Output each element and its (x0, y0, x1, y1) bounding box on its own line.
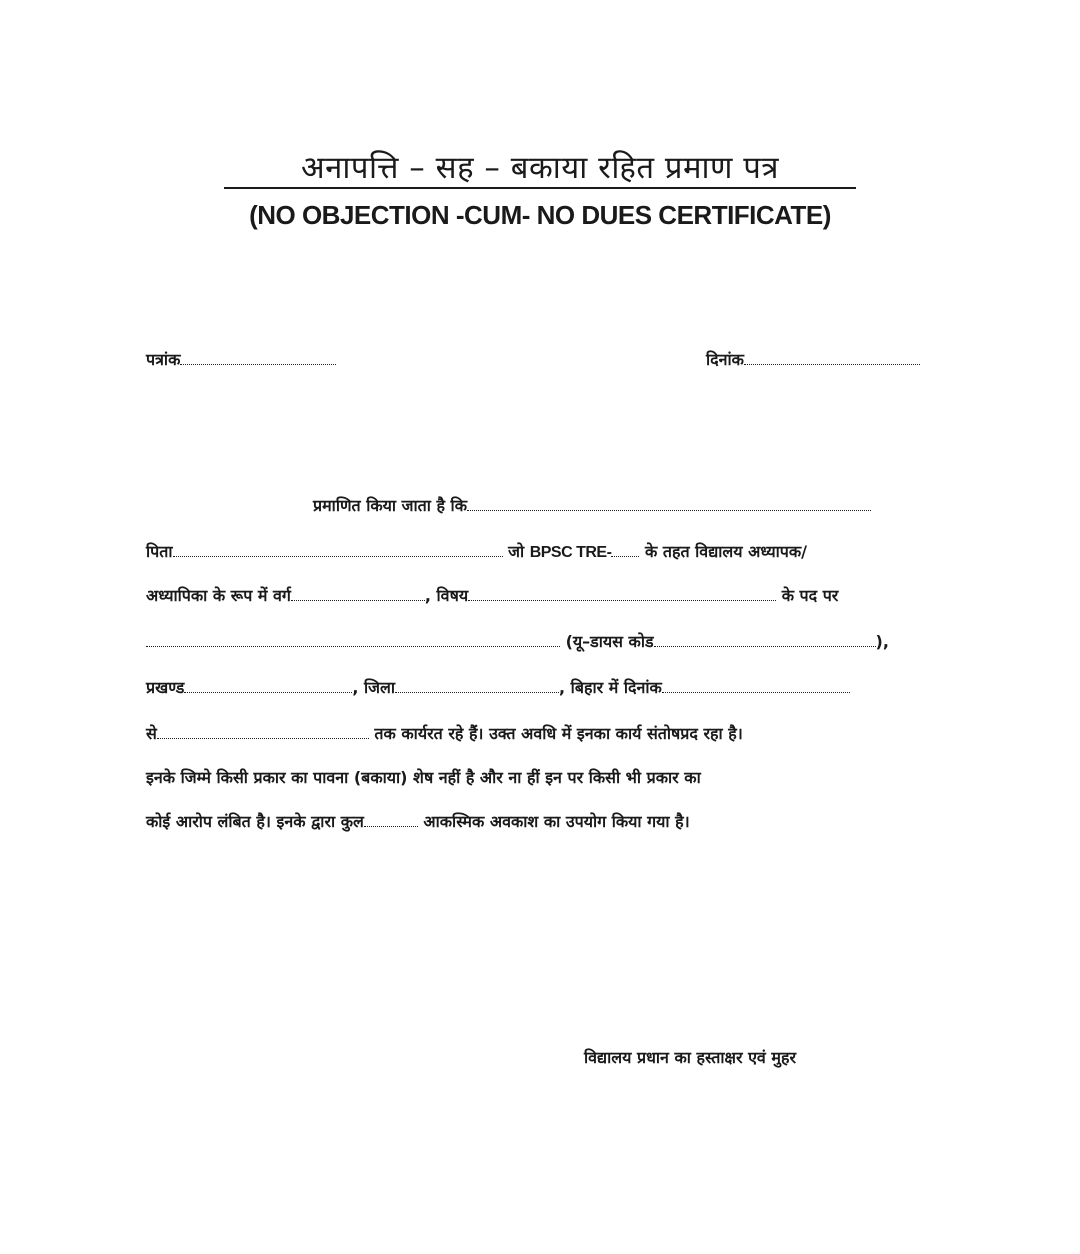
name-blank (467, 509, 871, 511)
title-hindi: अनापत्ति – सह – बकाया रहित प्रमाण पत्र (300, 150, 780, 186)
body-line-4 (146, 630, 889, 652)
leave-count-blank (364, 825, 418, 827)
father-blank (173, 555, 503, 557)
school-blank (146, 645, 560, 647)
tre-blank (611, 555, 639, 557)
date-field (706, 348, 920, 370)
district-blank (395, 691, 559, 693)
district-label: , जिला (352, 678, 396, 697)
date-blank (744, 363, 920, 365)
body-line-1 (313, 494, 871, 516)
post-text: के पद पर (781, 586, 839, 605)
no-dues-text: इनके जिम्मे किसी प्रकार का पावना (बकाया) शेष नहीं है और ना हीं इन पर किसी भी प्रकार का (146, 768, 701, 787)
body-line-5 (146, 676, 850, 698)
body-line-2 (146, 540, 807, 562)
service-text: तक कार्यरत रहे हैं। उक्त अवधि में इनका कार्य संतोषप्रद रहा है। (374, 724, 743, 743)
father-label: पिता (146, 542, 173, 561)
block-label: प्रखण्ड (146, 678, 185, 697)
teacher-text: के तहत विद्यालय अध्यापक/ (645, 542, 808, 561)
class-blank (291, 599, 425, 601)
signature-label: विद्यालय प्रधान का हस्ताक्षर एवं मुहर (584, 1048, 796, 1067)
class-label: अध्यापिका के रूप में वर्ग (146, 586, 291, 605)
body-line-8 (146, 810, 690, 832)
ref-number-label: पत्रांक (146, 350, 181, 369)
udise-close: ), (875, 632, 889, 651)
bpsc-tre-label: BPSC TRE- (529, 544, 612, 561)
block-blank (184, 691, 352, 693)
date-label: दिनांक (706, 350, 744, 369)
jo-text: जो (508, 542, 525, 561)
ref-number-field (146, 348, 336, 370)
bihar-date-label: , बिहार में दिनांक (559, 678, 662, 697)
leave-text: कोई आरोप लंबित है। इनके द्वारा कुल (146, 812, 364, 831)
title-english: (NO OBJECTION -CUM- NO DUES CERTIFICATE) (249, 200, 831, 230)
body-line-7 (146, 766, 701, 788)
from-label: से (146, 724, 157, 743)
title-underline (224, 187, 856, 189)
certify-text: प्रमाणित किया जाता है कि (313, 496, 467, 515)
to-date-blank (157, 737, 369, 739)
ref-number-blank (180, 363, 336, 365)
body-line-6 (146, 722, 743, 744)
body-line-3 (146, 584, 838, 606)
leave-used-text: आकस्मिक अवकाश का उपयोग किया गया है। (423, 812, 690, 831)
subject-label: , विषय (424, 586, 469, 605)
from-date-blank (662, 691, 850, 693)
udise-blank (654, 645, 876, 647)
udise-label: (यू–डायस कोड (565, 632, 654, 651)
subject-blank (468, 599, 776, 601)
